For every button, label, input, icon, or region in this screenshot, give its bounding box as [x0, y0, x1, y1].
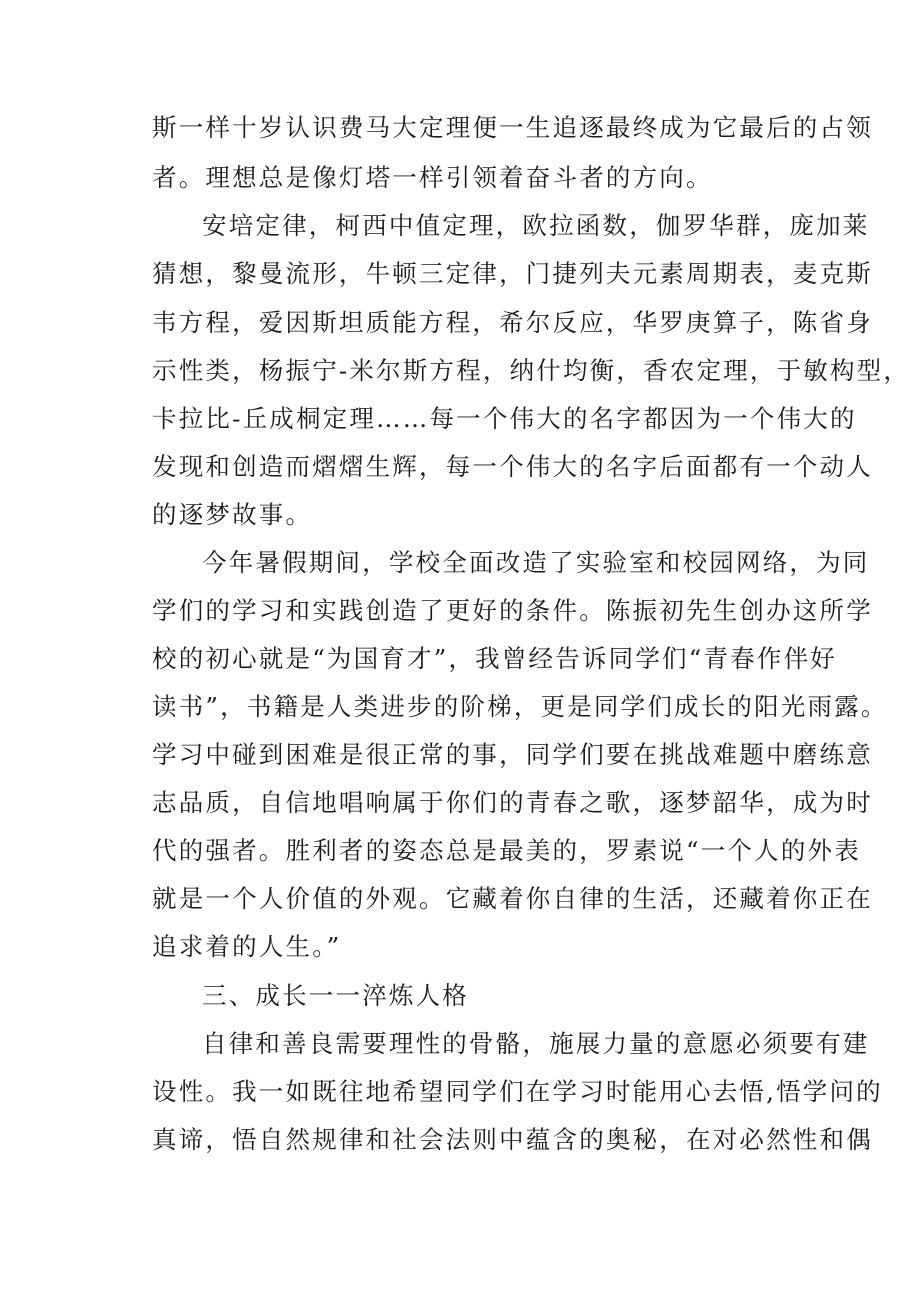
paragraph-line: 猜想，黎曼流形，牛顿三定律，门捷列夫元素周期表，麦克斯	[152, 259, 873, 288]
paragraph-line: 代的强者。胜利者的姿态总是最美的，罗素说“一个人的外表	[152, 836, 861, 865]
paragraph-line: 自律和善良需要理性的骨骼，施展力量的意愿必须要有建	[202, 1029, 870, 1058]
paragraph-line: 安培定律，柯西中值定理，欧拉函数，伽罗华群，庞加莱	[202, 211, 870, 240]
paragraph-line: 学习中碰到困难是很正常的事，同学们要在挑战难题中磨练意	[152, 740, 873, 769]
paragraph-line: 读书”，书籍是人类进步的阶梯，更是同学们成长的阳光雨露。	[152, 692, 888, 721]
paragraph-line: 学们的学习和实践创造了更好的条件。陈振初先生创办这所学	[152, 596, 873, 625]
section-heading: 三、成长一一淬炼人格	[202, 981, 469, 1010]
paragraph-line: 今年暑假期间，学校全面改造了实验室和校园网络，为同	[202, 548, 870, 577]
paragraph-line: 追求着的人生。”	[152, 932, 342, 961]
paragraph-line: 志品质，自信地唱响属于你们的青春之歌，逐梦韶华，成为时	[152, 788, 873, 817]
paragraph-line: 示性类，杨振宁-米尔斯方程，纳什均衡，香农定理，于敏构型，	[152, 356, 911, 385]
paragraph-line: 发现和创造而熠熠生辉，每一个伟大的名字后面都有一个动人	[152, 452, 873, 481]
paragraph-line: 校的初心就是“为国育才”，我曾经告诉同学们“青春作伴好	[152, 644, 837, 673]
paragraph-line: 者。理想总是像灯塔一样引领着奋斗者的方向。	[152, 163, 713, 192]
paragraph-line: 设性。我一如既往地希望同学们在学习时能用心去悟,悟学问的	[152, 1077, 883, 1106]
paragraph-line: 卡拉比-丘成桐定理……每一个伟大的名字都因为一个伟大的	[152, 404, 857, 433]
paragraph-line: 斯一样十岁认识费马大定理便一生追逐最终成为它最后的占领	[152, 113, 873, 142]
paragraph-line: 韦方程，爱因斯坦质能方程，希尔反应，华罗庚算子，陈省身	[152, 308, 873, 337]
paragraph-line: 就是一个人价值的外观。它藏着你自律的生活，还藏着你正在	[152, 884, 873, 913]
paragraph-line: 的逐梦故事。	[152, 500, 313, 529]
paragraph-line: 真谛，悟自然规律和社会法则中蕴含的奥秘，在对必然性和偶	[152, 1125, 873, 1154]
